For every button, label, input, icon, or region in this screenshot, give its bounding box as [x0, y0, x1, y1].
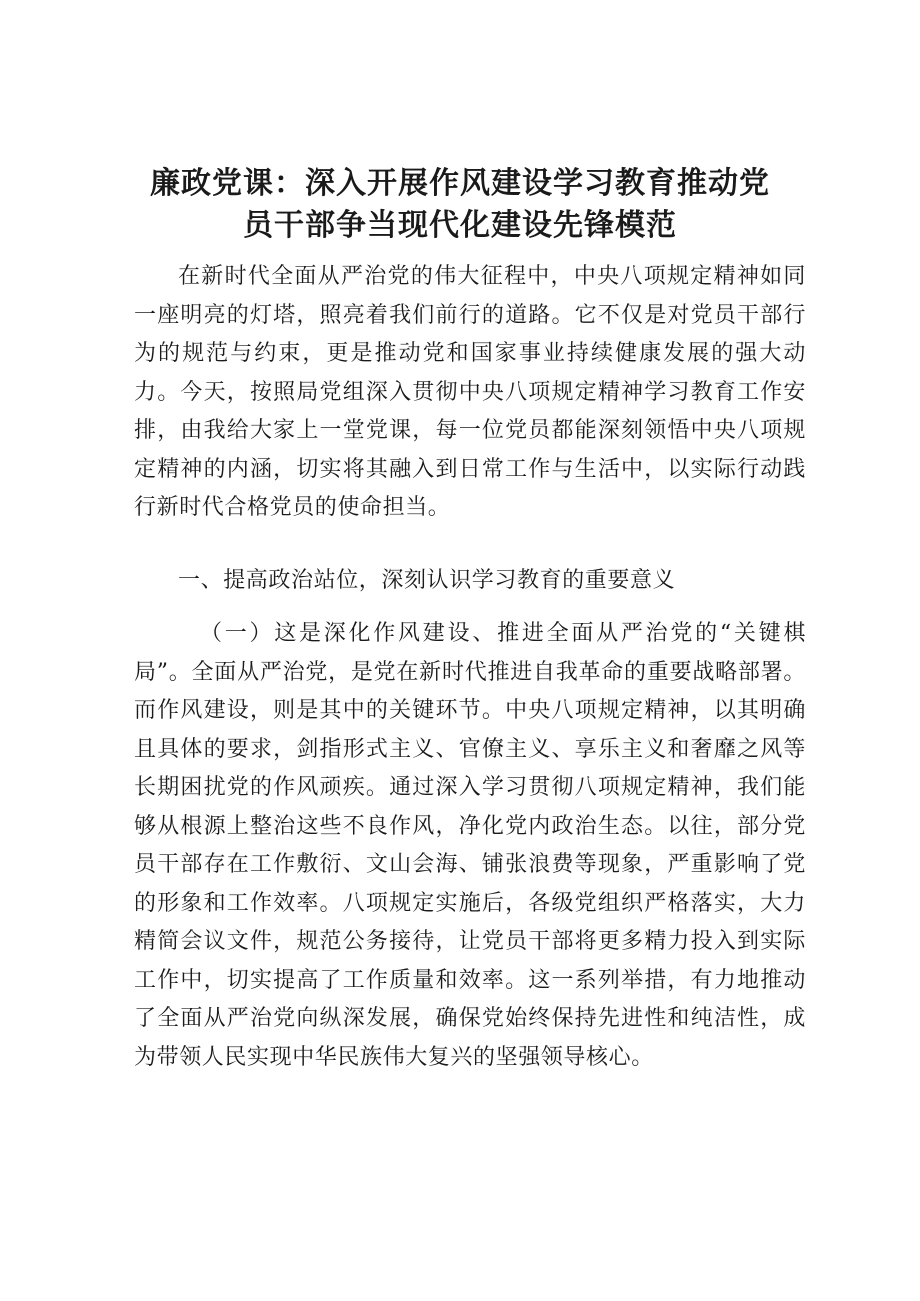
intro-paragraph: 在新时代全面从严治党的伟大征程中，中央八项规定精神如同一座明亮的灯塔，照亮着我们前行的道路。它不仅是对党员干部行为的规范与约束，更是推动党和国家事业持续健康发展的强大动力。今天，按照局党组深入贯彻中央八项规定精神学习教育工作安排，由我给大家上一堂党课，每一位党员都能深刻领悟中央八项规定精神的内涵，切实将其融入到日常工作与生活中，以实际行动践行新时代合格党员的使命担当。 — [134, 264, 806, 520]
section-heading: 一、提高政治站位，深刻认识学习教育的重要意义 — [178, 568, 676, 593]
subsection-paragraph: （一）这是深化作风建设、推进全面从严治党的“关键棋局”。全面从严治党，是党在新时代推进自我革命的重要战略部署。而作风建设，则是其中的关键环节。中央八项规定精神，以其明确且具体的要求，剑指形式主义、官僚主义、享乐主义和奢靡之风等长期困扰党的作风顽疾。通过深入学习贯彻八项规定精神，我们能够从根源上整治这些不良作风，净化党内政治生态。以往，部分党员干部存在工作敷衍、文山会海、铺张浪费等现象，严重影响了党的形象和工作效率。八项规定实施后，各级党组织严格落实，大力精简会议文件，规范公务接待，让党员干部将更多精力投入到实际工作中，切实提高了工作质量和效率。这一系列举措，有力地推动了全面从严治党向纵深发展，确保党始终保持先进性和纯洁性，成为带领人民实现中华民族伟大复兴的坚强领导核心。 — [134, 621, 806, 1070]
document-title — [130, 163, 790, 247]
title-line-2: 员干部争当现代化建设先锋模范 — [243, 208, 677, 243]
title-line-1: 廉政党课：深入开展作风建设学习教育推动党 — [150, 166, 770, 201]
